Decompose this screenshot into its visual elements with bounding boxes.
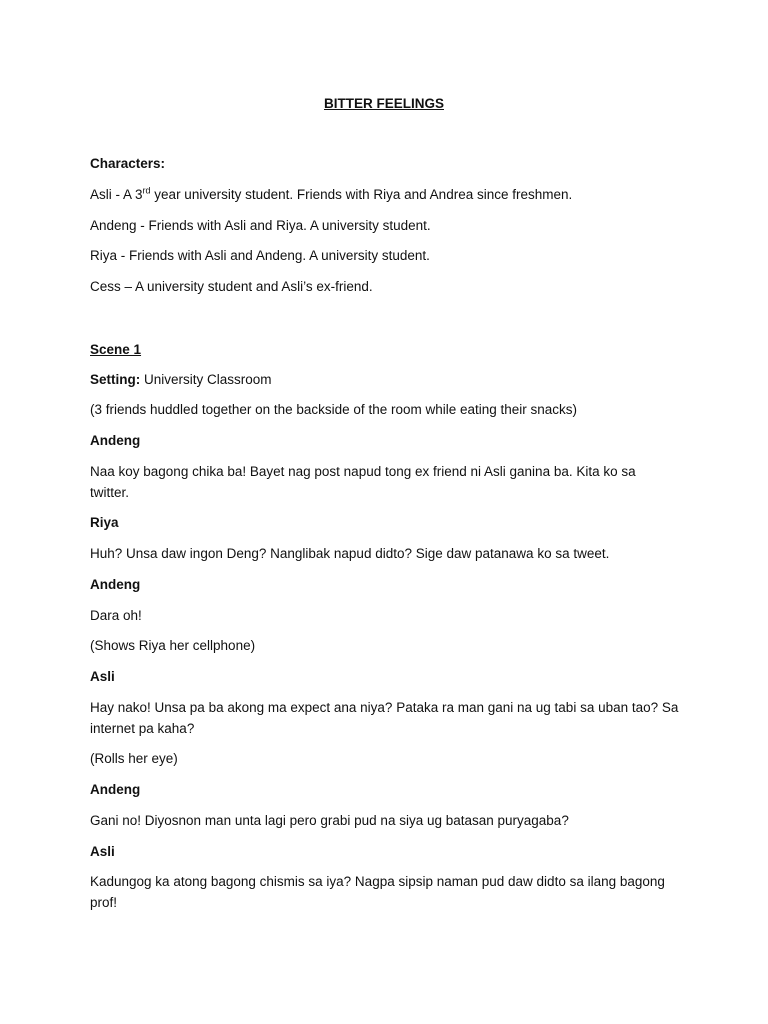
stage-direction: (Rolls her eye) [90, 751, 178, 766]
speaker-name: Andeng [90, 577, 141, 592]
setting-value: University Classroom [140, 372, 272, 387]
dialogue-line: Gani no! Diyosnon man unta lagi pero grabi pud na siya ug batasan puryagaba? [90, 813, 569, 828]
speaker-name: Asli [90, 669, 115, 684]
speaker-name: Asli [90, 844, 115, 859]
dialogue-line: Huh? Unsa daw ingon Deng? Nanglibak napud didto? Sige daw patanawa ko sa tweet. [90, 546, 610, 561]
speaker-name: Andeng [90, 433, 141, 448]
scene-heading: Scene 1 [90, 342, 142, 357]
dialogue-line: Hay nako! Unsa pa ba akong ma expect ana niya? Pataka ra man gani na ug tabi sa uban tao? Sa internet pa kaha? [90, 700, 679, 736]
characters-heading: Characters: [90, 156, 166, 171]
setting-label: Setting: [90, 372, 141, 387]
character-riya: Riya - Friends with Asli and Andeng. A university student. [90, 248, 430, 263]
speaker-name: Andeng [90, 782, 141, 797]
character-asli-part1: Asli - A 3 [90, 187, 143, 202]
character-andeng: Andeng - Friends with Asli and Riya. A university student. [90, 218, 431, 233]
scene-setting [90, 369, 690, 390]
document-title: BITTER FEELINGS [323, 96, 444, 111]
dialogue-line: Kadungog ka atong bagong chismis sa iya? Nagpa sipsip naman pud daw didto sa ilang bagong prof! [90, 874, 665, 910]
dialogue-line: Dara oh! [90, 608, 142, 623]
stage-direction: (3 friends huddled together on the backside of the room while eating their snacks) [90, 402, 578, 417]
character-asli [90, 184, 690, 205]
dialogue-line: Naa koy bagong chika ba! Bayet nag post napud tong ex friend ni Asli ganina ba. Kita ko sa twitter. [90, 464, 636, 500]
character-cess: Cess – A university student and Asli’s ex-friend. [90, 279, 373, 294]
stage-direction: (Shows Riya her cellphone) [90, 638, 256, 653]
character-asli-part2: year university student. Friends with Riya and Andrea since freshmen. [150, 187, 573, 202]
speaker-name: Riya [90, 515, 119, 530]
character-asli-superscript: rd [142, 185, 151, 196]
